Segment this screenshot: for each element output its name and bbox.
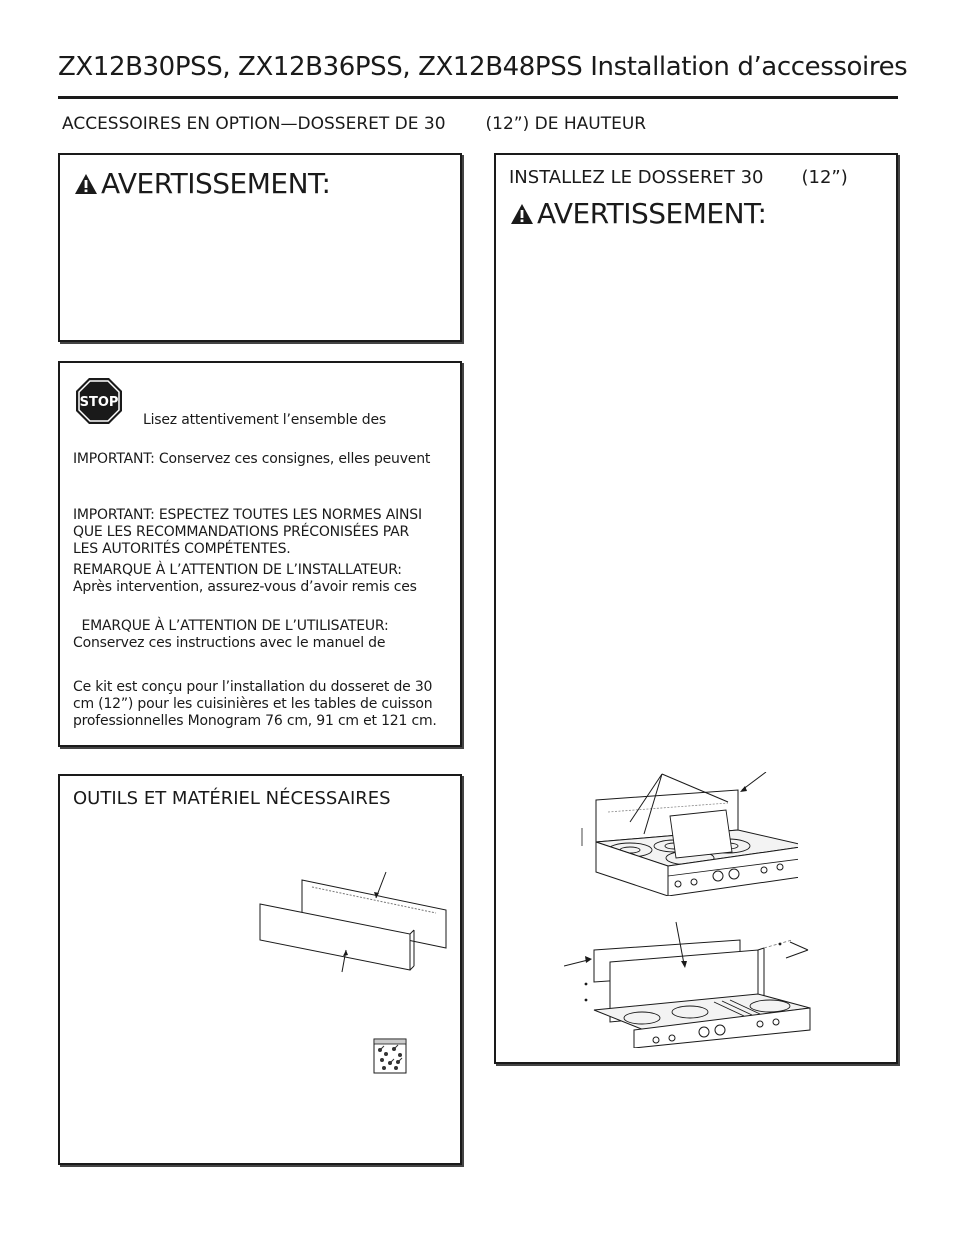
- hardware-bag-icon: [372, 1036, 410, 1076]
- install-box: [494, 153, 898, 1064]
- install-heading-part2: (12”): [801, 167, 848, 188]
- page-subtitle: [62, 114, 646, 134]
- backsplash-panels-illustration: [250, 864, 450, 984]
- range-backsplash-figure-2: [564, 920, 814, 1048]
- stop-line-4b: Après intervention, assurez-vous d’avoir remis ces: [73, 579, 417, 595]
- stop-line-3a: IMPORTANT: ESPECTEZ TOUTES LES NORMES AINSI: [73, 507, 422, 523]
- stop-sign-label: STOP: [79, 395, 119, 410]
- install-heading-part1: INSTALLEZ LE DOSSERET 30: [509, 167, 764, 188]
- stop-line-1: Lisez attentivement l’ensemble des: [143, 412, 386, 428]
- install-heading: [509, 167, 848, 188]
- stop-line-3c: LES AUTORITÉS COMPÉTENTES.: [73, 541, 291, 557]
- warning-heading-text: AVERTISSEMENT:: [101, 167, 331, 200]
- install-warning-heading-text: AVERTISSEMENT:: [537, 197, 767, 230]
- warning-heading: [74, 167, 330, 200]
- tools-heading: OUTILS ET MATÉRIEL NÉCESSAIRES: [73, 788, 391, 809]
- stop-box: [58, 361, 462, 747]
- install-warning-heading: [510, 197, 766, 230]
- warning-triangle-icon: [74, 173, 98, 195]
- stop-line-5a: EMARQUE À L’ATTENTION DE L’UTILISATEUR:: [73, 618, 389, 634]
- page-title: ZX12B30PSS, ZX12B36PSS, ZX12B48PSS Installation d’accessoires: [58, 52, 908, 82]
- stop-line-6b: cm (12”) pour les cuisinières et les tables de cuisson: [73, 696, 433, 712]
- stop-line-6c: professionnelles Monogram 76 cm, 91 cm et 121 cm.: [73, 713, 437, 729]
- range-backsplash-figure-1: [578, 772, 798, 896]
- tools-box: [58, 774, 462, 1165]
- stop-line-4a: REMARQUE À L’ATTENTION DE L’INSTALLATEUR:: [73, 562, 402, 578]
- title-rule: [58, 96, 898, 99]
- warning-box: [58, 153, 462, 342]
- subtitle-part1: ACCESSOIRES EN OPTION—DOSSERET DE 30: [62, 114, 446, 134]
- stop-sign-icon: [75, 377, 123, 425]
- subtitle-part2: (12”) DE HAUTEUR: [485, 114, 647, 134]
- stop-line-5b: Conservez ces instructions avec le manuel de: [73, 635, 386, 651]
- stop-line-2: IMPORTANT: Conservez ces consignes, elles peuvent: [73, 451, 431, 467]
- stop-line-3b: QUE LES RECOMMANDATIONS PRÉCONISÉES PAR: [73, 524, 410, 540]
- warning-triangle-icon: [510, 203, 534, 225]
- stop-line-6a: Ce kit est conçu pour l’installation du dosseret de 30: [73, 679, 433, 695]
